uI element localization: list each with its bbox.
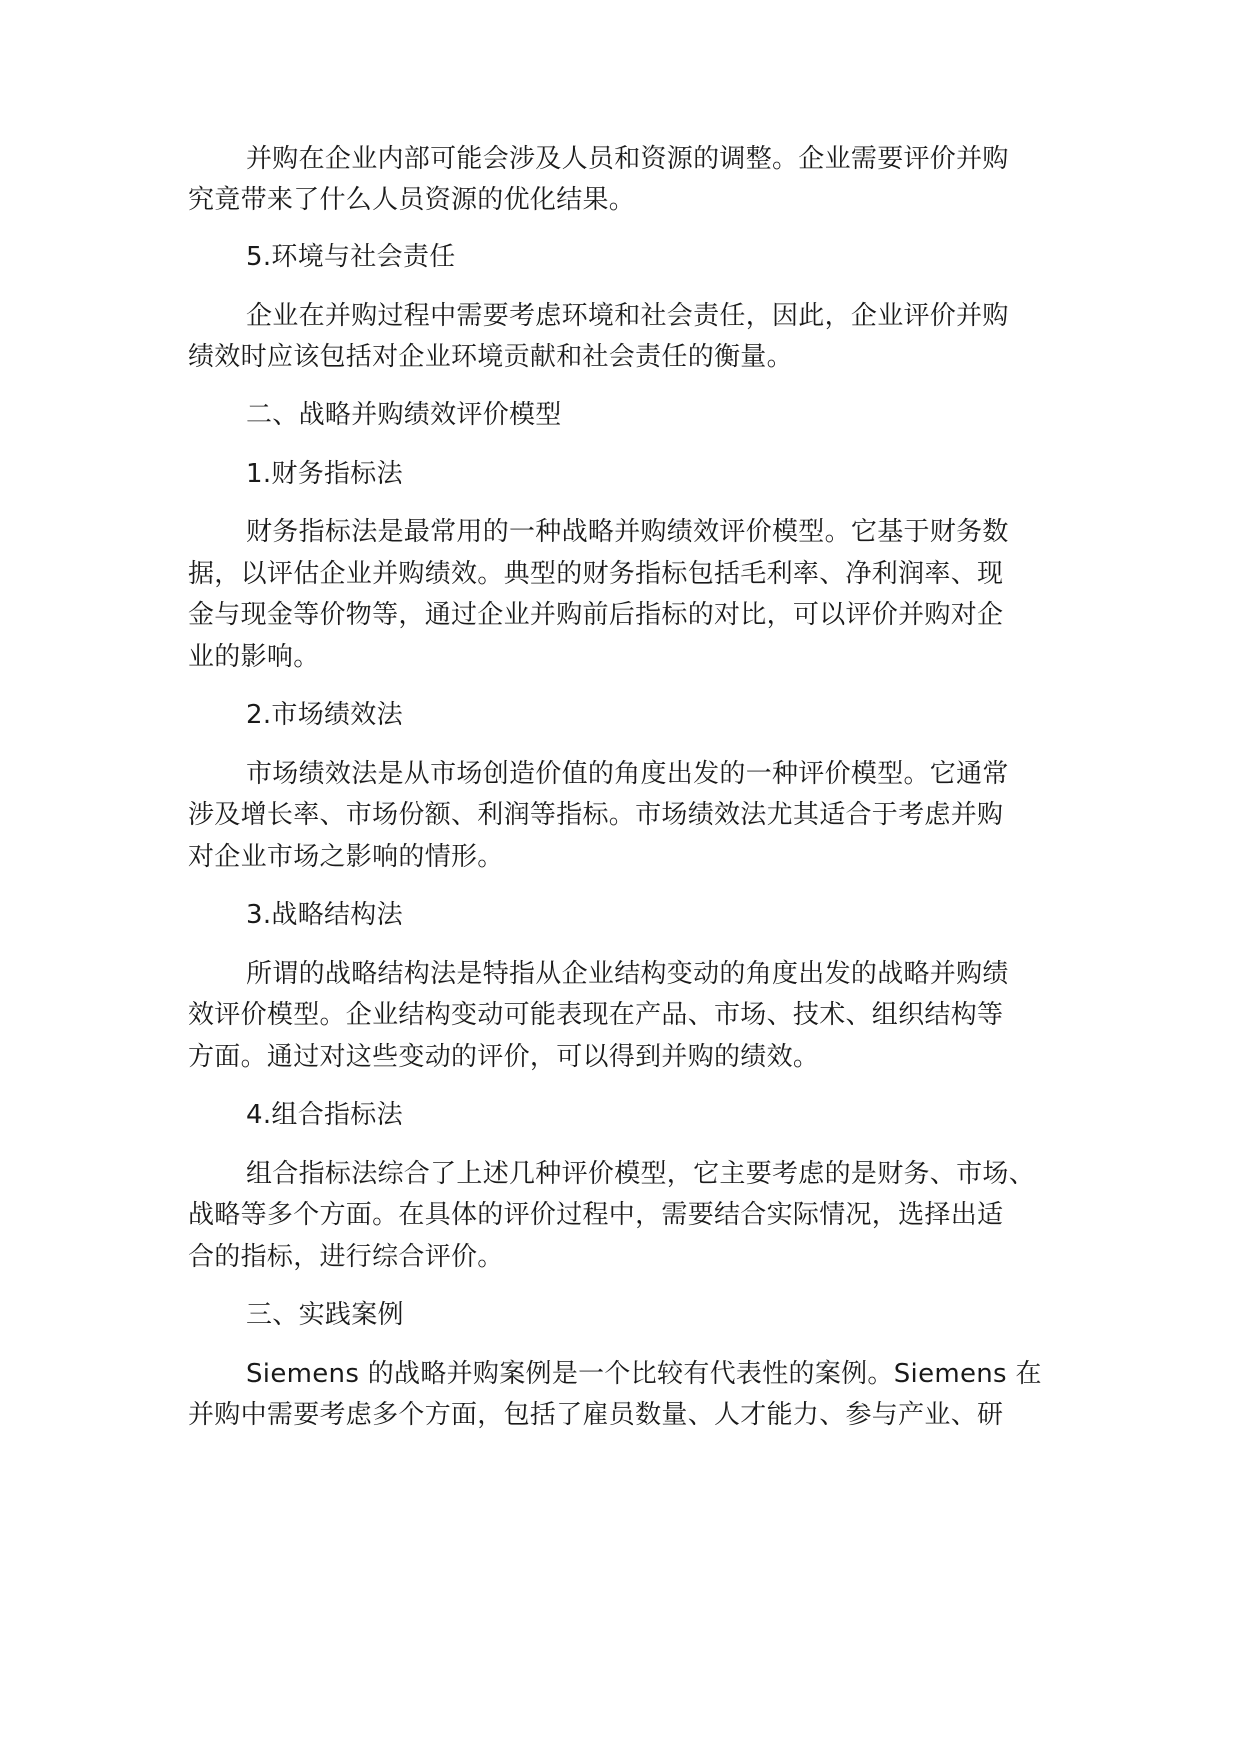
paragraph-line: 效评价模型。企业结构变动可能表现在产品、市场、技术、组织结构等	[188, 1000, 1004, 1030]
paragraph-line: 市场绩效法是从市场创造价值的角度出发的一种评价模型。它通常	[246, 759, 1009, 789]
paragraph-line: 方面。通过对这些变动的评价，可以得到并购的绩效。	[188, 1042, 820, 1072]
paragraph-line: 究竟带来了什么人员资源的优化结果。	[188, 185, 636, 215]
paragraph-line: 合的指标，进行综合评价。	[188, 1242, 504, 1272]
paragraph-line: 所谓的战略结构法是特指从企业结构变动的角度出发的战略并购绩	[246, 959, 1009, 989]
paragraph-line: 并购在企业内部可能会涉及人员和资源的调整。企业需要评价并购	[246, 144, 1009, 174]
subheading-market: 2.市场绩效法	[246, 700, 403, 730]
paragraph-line: 金与现金等价物等，通过企业并购前后指标的对比，可以评价并购对企	[188, 600, 1004, 630]
paragraph-line: 据，以评估企业并购绩效。典型的财务指标包括毛利率、净利润率、现	[188, 559, 1004, 589]
paragraph-line: 财务指标法是最常用的一种战略并购绩效评价模型。它基于财务数	[246, 517, 1009, 547]
subheading-combined: 4.组合指标法	[246, 1100, 403, 1130]
paragraph-line: 并购中需要考虑多个方面，包括了雇员数量、人才能力、参与产业、研	[188, 1400, 1004, 1430]
paragraph-line: 企业在并购过程中需要考虑环境和社会责任，因此，企业评价并购	[246, 301, 1009, 331]
paragraph-line: 战略等多个方面。在具体的评价过程中，需要结合实际情况，选择出适	[188, 1200, 1004, 1230]
section-heading: 三、实践案例	[246, 1300, 404, 1330]
paragraph-line: 业的影响。	[188, 642, 320, 672]
paragraph-line: Siemens 的战略并购案例是一个比较有代表性的案例。Siemens 在	[246, 1359, 1042, 1389]
paragraph-line: 对企业市场之影响的情形。	[188, 842, 504, 872]
paragraph-line: 组合指标法综合了上述几种评价模型，它主要考虑的是财务、市场、	[246, 1159, 1036, 1189]
subheading-structure: 3.战略结构法	[246, 900, 403, 930]
paragraph-line: 绩效时应该包括对企业环境贡献和社会责任的衡量。	[188, 342, 793, 372]
subheading-environment: 5.环境与社会责任	[246, 242, 456, 272]
paragraph-line: 涉及增长率、市场份额、利润等指标。市场绩效法尤其适合于考虑并购	[188, 800, 1004, 830]
section-heading: 二、战略并购绩效评价模型	[246, 400, 562, 430]
subheading-financial: 1.财务指标法	[246, 459, 403, 489]
